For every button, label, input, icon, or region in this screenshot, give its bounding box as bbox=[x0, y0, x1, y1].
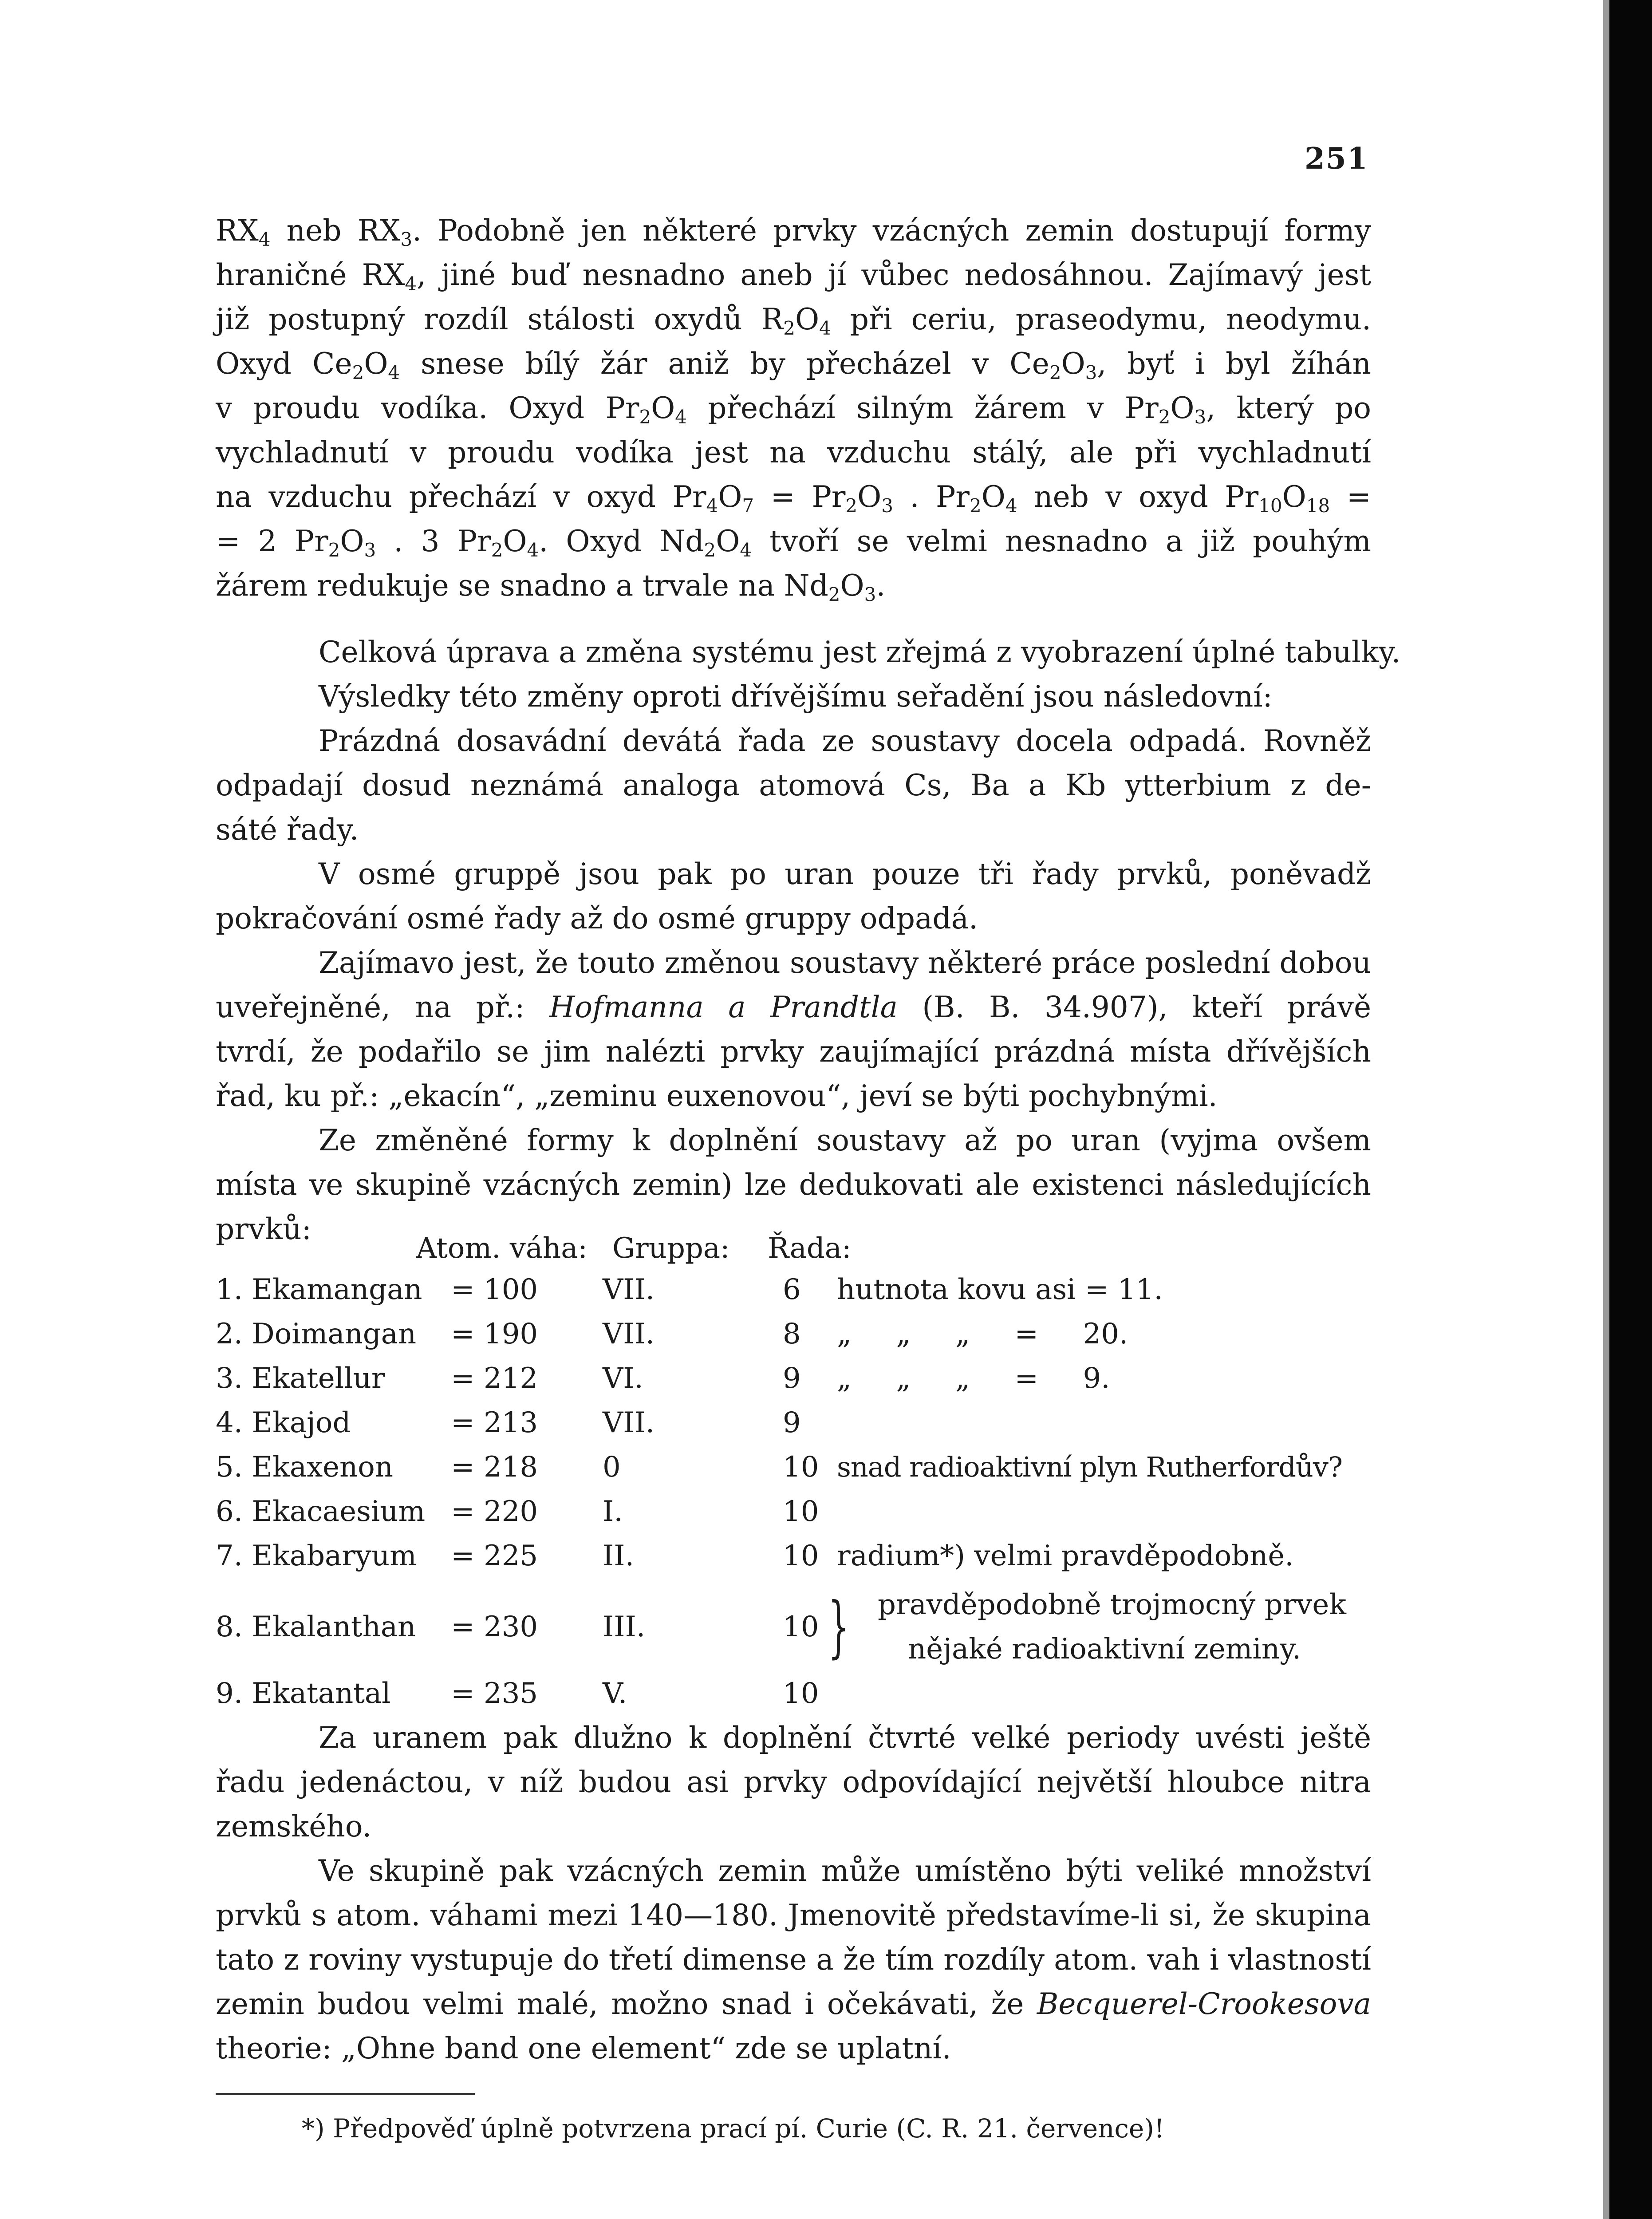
group: 0 bbox=[603, 1451, 621, 1484]
group: VI. bbox=[603, 1362, 643, 1395]
element-name: 8. Ekalanthan bbox=[216, 1611, 416, 1643]
text-line: žárem redukuje se snadno a trvale na $Nd_2O_3$. bbox=[216, 569, 886, 605]
row-number: 10 bbox=[783, 1495, 819, 1528]
atomic-weight: = 218 bbox=[451, 1451, 538, 1484]
text-line: prvků: bbox=[216, 1212, 311, 1246]
header-weight: Atom. váha: bbox=[416, 1232, 587, 1265]
text-line: sáté řady. bbox=[216, 813, 359, 847]
text-line: Prázdná dosavádní devátá řada ze soustavy docela odpadá. Rovněž bbox=[319, 724, 1371, 758]
atomic-weight: = 100 bbox=[451, 1273, 538, 1306]
atomic-weight: = 230 bbox=[451, 1611, 538, 1643]
table-row bbox=[216, 1267, 1378, 1312]
element-name: 4. Ekajod bbox=[216, 1406, 351, 1439]
brace-icon: } bbox=[828, 1588, 849, 1666]
note-line-2: nějaké radioaktivní zeminy. bbox=[908, 1633, 1301, 1666]
footnote-rule bbox=[216, 2093, 475, 2095]
element-name: 5. Ekaxenon bbox=[216, 1451, 393, 1484]
text-line: = 2 $Pr_2O_3$ . 3 $Pr_2O_4$. Oxyd $Nd_2O_4$ tvoří se velmi nesnadno a již pouhým bbox=[216, 524, 1371, 561]
group: VII. bbox=[603, 1273, 655, 1306]
group: VII. bbox=[603, 1406, 655, 1439]
text-line: Ve skupině pak vzácných zemin může umístěno býti veliké množství bbox=[319, 1854, 1371, 1888]
note: radium*) velmi pravděpodobně. bbox=[837, 1540, 1294, 1572]
atomic-weight: = 225 bbox=[451, 1540, 538, 1572]
text-line: Oxyd $Ce_2O_4$ snese bílý žár aniž by přecházel v $Ce_2O_3$, byť i byl žíhán bbox=[216, 347, 1372, 383]
text-line: V osmé gruppě jsou pak po uran pouze tři řady prvků, poněvadž bbox=[319, 857, 1371, 891]
group: V. bbox=[603, 1677, 627, 1710]
element-name: 6. Ekacaesium bbox=[216, 1495, 426, 1528]
scan-edge-dark bbox=[1609, 0, 1652, 2219]
atomic-weight: = 235 bbox=[451, 1677, 538, 1710]
table-row bbox=[216, 1583, 1378, 1671]
note: hutnota kovu asi = 11. bbox=[837, 1273, 1163, 1306]
row-number: 10 bbox=[783, 1451, 819, 1484]
text-line: uveřejněné, na př.: Hofmanna a Prandtla (B. B. 34.907), kteří právě bbox=[216, 990, 1371, 1024]
row-number: 9 bbox=[783, 1406, 801, 1439]
text-line: vychladnutí v proudu vodíka jest na vzduchu stálý, ale při vychladnutí bbox=[216, 435, 1371, 470]
text-line: tvrdí, že podařilo se jim nalézti prvky zaujímající prázdná místa dřívějších bbox=[216, 1034, 1371, 1069]
text-line: zemského. bbox=[216, 1809, 372, 1844]
table-row bbox=[216, 1489, 1378, 1534]
text-line: zemin budou velmi malé, možno snad i očekávati, že Becquerel-Crookesova bbox=[216, 1987, 1371, 2021]
element-name: 9. Ekatantal bbox=[216, 1677, 391, 1710]
note: „ „ „ = 20. bbox=[837, 1318, 1128, 1350]
text-line: odpadají dosud neznámá analoga atomová Cs, Ba a Kb ytterbium z de- bbox=[216, 768, 1371, 802]
table-row bbox=[216, 1356, 1378, 1401]
text-line: v proudu vodíka. Oxyd $Pr_2O_4$ přechází silným žárem v $Pr_2O_3$, který po bbox=[216, 391, 1371, 428]
atomic-weight: = 212 bbox=[451, 1362, 538, 1395]
note: „ „ „ = 9. bbox=[837, 1362, 1110, 1395]
row-number: 10 bbox=[783, 1540, 819, 1572]
row-number: 10 bbox=[783, 1677, 819, 1710]
table-row bbox=[216, 1312, 1378, 1356]
text-line: Zajímavo jest, že touto změnou soustavy některé práce poslední dobou bbox=[319, 946, 1371, 980]
header-group: Gruppa: bbox=[612, 1232, 730, 1265]
text-line: Za uranem pak dlužno k doplnění čtvrté velké periody uvésti ještě bbox=[319, 1721, 1371, 1755]
group: I. bbox=[603, 1495, 623, 1528]
text-line: Celková úprava a změna systému jest zřejmá z vyobrazení úplné tabulky. bbox=[319, 635, 1401, 669]
table-row bbox=[216, 1534, 1378, 1578]
element-name: 7. Ekabaryum bbox=[216, 1540, 417, 1572]
page-number: 251 bbox=[1305, 141, 1368, 176]
atomic-weight: = 213 bbox=[451, 1406, 538, 1439]
text-line: pokračování osmé řady až do osmé gruppy odpadá. bbox=[216, 901, 978, 936]
element-name: 3. Ekatellur bbox=[216, 1362, 385, 1395]
group: VII. bbox=[603, 1318, 655, 1350]
footnote: *) Předpověď úplně potvrzena prací pí. Curie (C. R. 21. července)! bbox=[302, 2113, 1165, 2144]
element-table bbox=[216, 1267, 1378, 1716]
text-line: prvků s atom. váhami mezi 140—180. Jmenovitě představíme-li si, že skupina bbox=[216, 1898, 1371, 1932]
table-row bbox=[216, 1445, 1378, 1489]
text-line: Ze změněné formy k doplnění soustavy až po uran (vyjma ovšem bbox=[319, 1123, 1371, 1157]
text-line: na vzduchu přechází v oxyd $Pr_4O_7 = Pr_2O_3$ . $Pr_2O_4$ neb v oxyd $Pr_{10}O_{18}$ = bbox=[216, 480, 1372, 517]
text-line: místa ve skupině vzácných zemin) lze dedukovati ale existenci následujících bbox=[216, 1168, 1371, 1202]
note-line-1: pravděpodobně trojmocný prvek bbox=[878, 1588, 1346, 1621]
note: snad radioaktivní plyn Rutherfordův? bbox=[837, 1451, 1343, 1483]
text-line: hraničné $RX_4$, jiné buď nesnadno aneb jí vůbec nedosáhnou. Zajímavý jest bbox=[216, 258, 1371, 295]
text-line: Výsledky této změny oproti dřívějšímu seřadění jsou následovní: bbox=[319, 679, 1273, 714]
text-line: řadu jedenáctou, v níž budou asi prvky odpovídající největší hloubce nitra bbox=[216, 1765, 1371, 1799]
header-rada: Řada: bbox=[768, 1232, 852, 1265]
atomic-weight: = 220 bbox=[451, 1495, 538, 1528]
group: II. bbox=[603, 1540, 634, 1572]
group: III. bbox=[603, 1611, 646, 1643]
text-line: tato z roviny vystupuje do třetí dimense a že tím rozdíly atom. vah i vlastností bbox=[216, 1943, 1371, 1977]
text-line: theorie: „Ohne band one element“ zde se uplatní. bbox=[216, 2031, 951, 2065]
table-row bbox=[216, 1401, 1378, 1445]
atomic-weight: = 190 bbox=[451, 1318, 538, 1350]
text-line: již postupný rozdíl stálosti oxydů $R_2O_4$ při ceriu, praseodymu, neodymu. bbox=[216, 302, 1371, 339]
element-name: 2. Doimangan bbox=[216, 1318, 417, 1350]
scan-edge-strip bbox=[1603, 0, 1609, 2219]
row-number: 10 bbox=[783, 1611, 819, 1643]
row-number: 6 bbox=[783, 1273, 801, 1306]
row-number: 9 bbox=[783, 1362, 801, 1395]
table-row bbox=[216, 1671, 1378, 1716]
text-line: $RX_4$ neb $RX_3$. Podobně jen některé prvky vzácných zemin dostupují formy bbox=[216, 213, 1372, 250]
row-number: 8 bbox=[783, 1318, 801, 1350]
text-line: řad, ku př.: „ekacín“, „zeminu euxenovou“, jeví se býti pochybnými. bbox=[216, 1079, 1218, 1113]
element-name: 1. Ekamangan bbox=[216, 1273, 422, 1306]
